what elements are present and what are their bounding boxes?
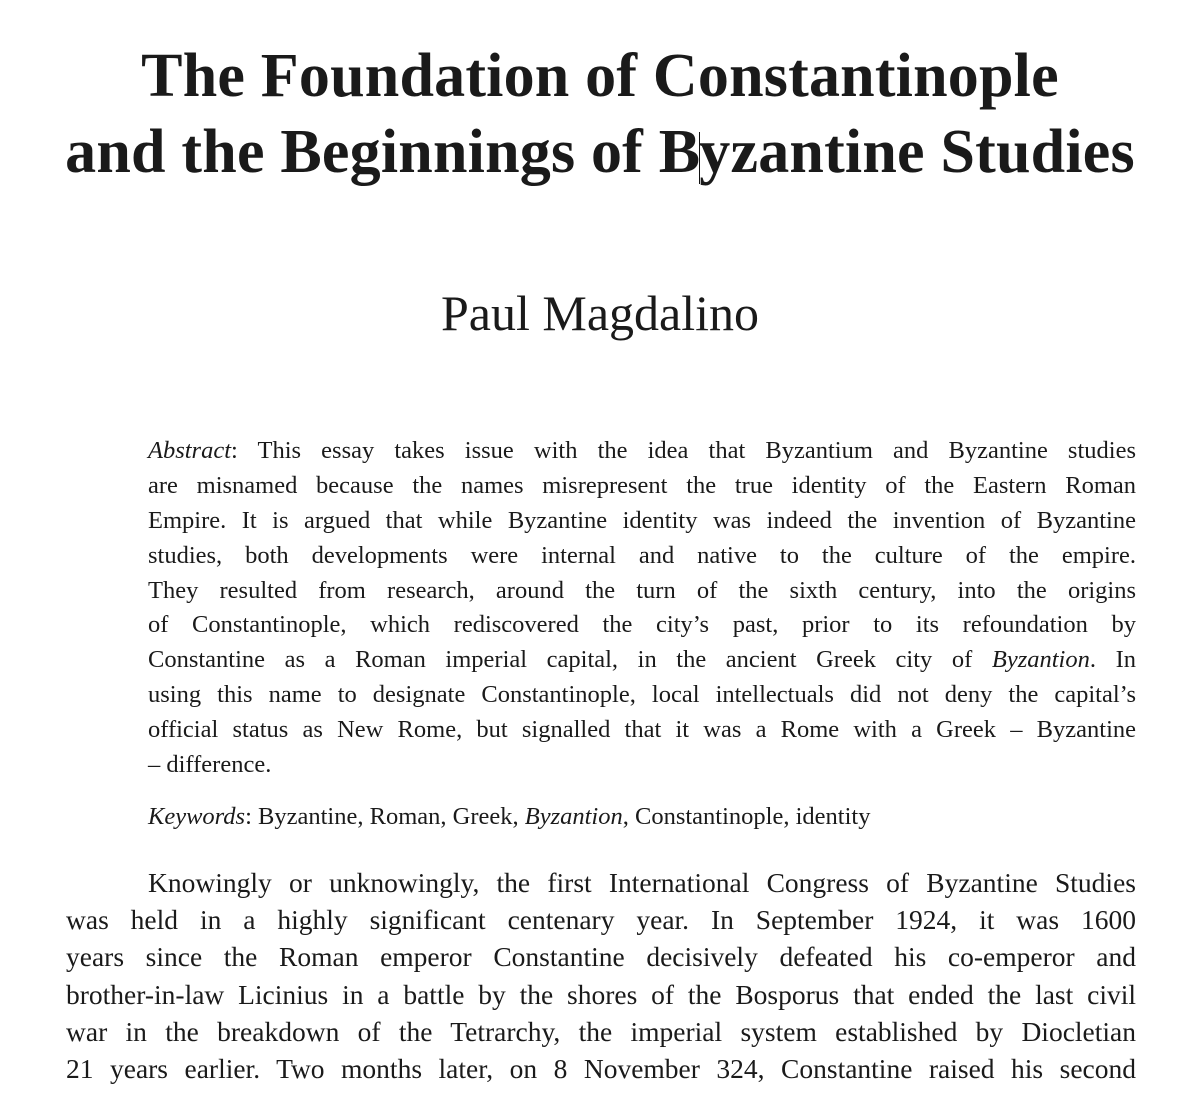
abstract-line: official status as New Rome, but signalled that it was a Rome with a Greek – Byzantine bbox=[148, 716, 1136, 744]
body-line: war in the breakdown of the Tetrarchy, the imperial system established by Diocletian bbox=[66, 1015, 1136, 1047]
title-line-1: The Foundation of Constantinople bbox=[141, 42, 1059, 110]
abstract-line: studies, both developments were internal and native to the culture of the empire. bbox=[148, 541, 1136, 569]
abstract-line: They resulted from research, around the turn of the sixth century, into the origins bbox=[148, 576, 1136, 604]
abstract-line: Empire. It is argued that while Byzantine identity was indeed the invention of Byzantine bbox=[148, 506, 1136, 534]
abstract-line: using this name to designate Constantinople, local intellectuals did not deny the capital’s bbox=[148, 681, 1136, 709]
abstract-line: – difference. bbox=[148, 751, 272, 779]
abstract-line: Constantine as a Roman imperial capital, in the ancient Greek city of Byzantion. In bbox=[148, 646, 1136, 674]
keywords: Keywords: Byzantine, Roman, Greek, Byzantion, Constantinople, identity bbox=[148, 803, 871, 830]
body-line: Knowingly or unknowingly, the first International Congress of Byzantine Studies bbox=[148, 867, 1136, 898]
title-line-2 bbox=[0, 114, 1200, 190]
abstract-label: Abstract bbox=[148, 437, 232, 464]
body-paragraph bbox=[66, 864, 1136, 1087]
body-line: years since the Roman emperor Constantine decisively defeated his co-emperor and bbox=[66, 941, 1136, 973]
abstract-italic-byzantion: Byzantion bbox=[991, 646, 1090, 674]
body-line: was held in a highly significant centenary year. In September 1924, it was 1600 bbox=[66, 904, 1136, 936]
paper-title bbox=[0, 38, 1200, 190]
title-line-2-end: yzantine Studies bbox=[699, 118, 1135, 186]
author-name: Paul Magdalino bbox=[440, 285, 760, 341]
keywords-italic-byzantion: Byzantion bbox=[524, 803, 623, 830]
title-line-2-start: and the Beginnings of B bbox=[65, 118, 701, 186]
abstract-line: are misnamed because the names misrepresent the true identity of the Eastern Roman bbox=[148, 471, 1136, 499]
body-line: 21 years earlier. Two months later, on 8 November 324, Constantine raised his second bbox=[66, 1052, 1136, 1084]
abstract-line: of Constantinople, which rediscovered the city’s past, prior to its refoundation by bbox=[148, 611, 1136, 639]
keywords-label: Keywords bbox=[148, 803, 246, 830]
body-line: brother-in-law Licinius in a battle by the shores of the Bosporus that ended the last civil bbox=[66, 978, 1136, 1010]
abstract-line: Abstract: This essay takes issue with the idea that Byzantium and Byzantine studies bbox=[148, 437, 1136, 464]
abstract bbox=[148, 434, 1136, 783]
